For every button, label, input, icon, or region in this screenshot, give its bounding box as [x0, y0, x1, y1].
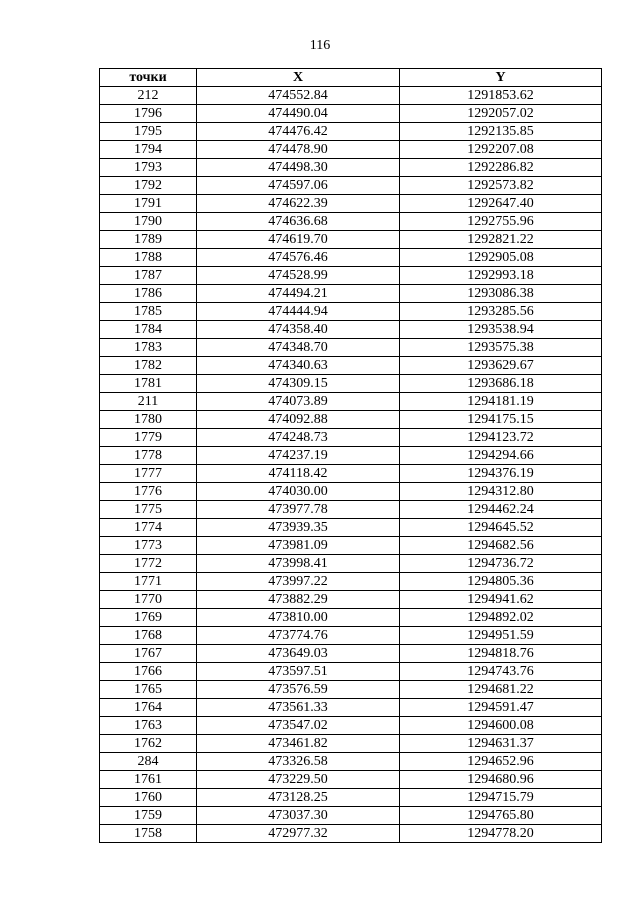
- table-row: [100, 591, 602, 609]
- cell-point: 1763: [100, 717, 197, 735]
- table-row: [100, 645, 602, 663]
- cell-y: 1291853.62: [400, 87, 602, 105]
- cell-x: 473461.82: [197, 735, 400, 753]
- cell-y: 1294736.72: [400, 555, 602, 573]
- cell-point: 1772: [100, 555, 197, 573]
- table-row: [100, 87, 602, 105]
- cell-point: 1780: [100, 411, 197, 429]
- table-row: [100, 357, 602, 375]
- cell-y: 1294680.96: [400, 771, 602, 789]
- table-row: [100, 141, 602, 159]
- column-header-point: точки: [100, 69, 197, 87]
- cell-x: 473977.78: [197, 501, 400, 519]
- cell-point: 1773: [100, 537, 197, 555]
- table-row: [100, 771, 602, 789]
- cell-x: 474030.00: [197, 483, 400, 501]
- cell-point: 1762: [100, 735, 197, 753]
- cell-x: 473576.59: [197, 681, 400, 699]
- cell-point: 1779: [100, 429, 197, 447]
- cell-point: 1789: [100, 231, 197, 249]
- cell-point: 1760: [100, 789, 197, 807]
- cell-y: 1294600.08: [400, 717, 602, 735]
- cell-point: 1775: [100, 501, 197, 519]
- cell-point: 1783: [100, 339, 197, 357]
- cell-x: 473998.41: [197, 555, 400, 573]
- cell-y: 1293629.67: [400, 357, 602, 375]
- table-row: [100, 231, 602, 249]
- cell-y: 1292647.40: [400, 195, 602, 213]
- cell-y: 1294123.72: [400, 429, 602, 447]
- cell-y: 1294941.62: [400, 591, 602, 609]
- cell-x: 473229.50: [197, 771, 400, 789]
- cell-point: 1776: [100, 483, 197, 501]
- table-row: [100, 573, 602, 591]
- cell-point: 1769: [100, 609, 197, 627]
- page-number: 116: [309, 38, 331, 53]
- cell-point: 1771: [100, 573, 197, 591]
- cell-x: 473547.02: [197, 717, 400, 735]
- cell-x: 474358.40: [197, 321, 400, 339]
- cell-x: 473326.58: [197, 753, 400, 771]
- cell-x: 474340.63: [197, 357, 400, 375]
- cell-x: 474597.06: [197, 177, 400, 195]
- table-row: [100, 519, 602, 537]
- table-row: [100, 195, 602, 213]
- cell-point: 1765: [100, 681, 197, 699]
- cell-y: 1292573.82: [400, 177, 602, 195]
- cell-y: 1294462.24: [400, 501, 602, 519]
- cell-x: 474309.15: [197, 375, 400, 393]
- cell-y: 1294631.37: [400, 735, 602, 753]
- cell-y: 1294645.52: [400, 519, 602, 537]
- table-row: [100, 285, 602, 303]
- cell-y: 1294715.79: [400, 789, 602, 807]
- table-row: [100, 627, 602, 645]
- cell-point: 1792: [100, 177, 197, 195]
- cell-y: 1294818.76: [400, 645, 602, 663]
- table-row: [100, 393, 602, 411]
- cell-y: 1292135.85: [400, 123, 602, 141]
- cell-point: 212: [100, 87, 197, 105]
- table-row: [100, 105, 602, 123]
- cell-x: 474118.42: [197, 465, 400, 483]
- cell-x: 473882.29: [197, 591, 400, 609]
- cell-y: 1294376.19: [400, 465, 602, 483]
- cell-y: 1293538.94: [400, 321, 602, 339]
- cell-y: 1292755.96: [400, 213, 602, 231]
- cell-point: 1766: [100, 663, 197, 681]
- cell-point: 1764: [100, 699, 197, 717]
- cell-x: 473774.76: [197, 627, 400, 645]
- cell-x: 474622.39: [197, 195, 400, 213]
- cell-point: 1796: [100, 105, 197, 123]
- cell-y: 1294892.02: [400, 609, 602, 627]
- cell-x: 473997.22: [197, 573, 400, 591]
- table-row: [100, 807, 602, 825]
- table-row: [100, 789, 602, 807]
- cell-y: 1294591.47: [400, 699, 602, 717]
- cell-y: 1294682.56: [400, 537, 602, 555]
- cell-y: 1294175.15: [400, 411, 602, 429]
- cell-point: 1790: [100, 213, 197, 231]
- table-row: [100, 177, 602, 195]
- table-row: [100, 735, 602, 753]
- table-row: [100, 609, 602, 627]
- cell-y: 1292207.08: [400, 141, 602, 159]
- cell-point: 1778: [100, 447, 197, 465]
- cell-point: 1788: [100, 249, 197, 267]
- table-row: [100, 303, 602, 321]
- table-row: [100, 663, 602, 681]
- cell-y: 1292057.02: [400, 105, 602, 123]
- column-header-y: Y: [400, 69, 602, 87]
- table-row: [100, 213, 602, 231]
- cell-y: 1293686.18: [400, 375, 602, 393]
- cell-x: 474494.21: [197, 285, 400, 303]
- cell-y: 1292286.82: [400, 159, 602, 177]
- cell-x: 474348.70: [197, 339, 400, 357]
- cell-x: 473597.51: [197, 663, 400, 681]
- cell-point: 1786: [100, 285, 197, 303]
- cell-y: 1294181.19: [400, 393, 602, 411]
- cell-point: 1782: [100, 357, 197, 375]
- table-row: [100, 825, 602, 843]
- cell-point: 1770: [100, 591, 197, 609]
- cell-point: 1781: [100, 375, 197, 393]
- cell-y: 1294765.80: [400, 807, 602, 825]
- cell-point: 1787: [100, 267, 197, 285]
- cell-y: 1293575.38: [400, 339, 602, 357]
- cell-x: 473810.00: [197, 609, 400, 627]
- cell-y: 1294778.20: [400, 825, 602, 843]
- table-row: [100, 717, 602, 735]
- cell-point: 1794: [100, 141, 197, 159]
- cell-y: 1294951.59: [400, 627, 602, 645]
- cell-point: 1791: [100, 195, 197, 213]
- table-row: [100, 537, 602, 555]
- cell-x: 474528.99: [197, 267, 400, 285]
- cell-y: 1294312.80: [400, 483, 602, 501]
- cell-point: 1785: [100, 303, 197, 321]
- cell-x: 474498.30: [197, 159, 400, 177]
- table-row: [100, 501, 602, 519]
- cell-point: 284: [100, 753, 197, 771]
- cell-x: 473649.03: [197, 645, 400, 663]
- cell-point: 1774: [100, 519, 197, 537]
- cell-point: 1758: [100, 825, 197, 843]
- cell-point: 1795: [100, 123, 197, 141]
- table-row: [100, 267, 602, 285]
- cell-y: 1292905.08: [400, 249, 602, 267]
- cell-x: 474092.88: [197, 411, 400, 429]
- cell-x: 473037.30: [197, 807, 400, 825]
- table-row: [100, 249, 602, 267]
- cell-y: 1293086.38: [400, 285, 602, 303]
- table-header-row: [100, 69, 602, 87]
- table-row: [100, 483, 602, 501]
- cell-x: 474073.89: [197, 393, 400, 411]
- table-row: [100, 699, 602, 717]
- cell-x: 474478.90: [197, 141, 400, 159]
- cell-x: 474576.46: [197, 249, 400, 267]
- table-row: [100, 447, 602, 465]
- cell-point: 1784: [100, 321, 197, 339]
- cell-y: 1294294.66: [400, 447, 602, 465]
- cell-point: 1793: [100, 159, 197, 177]
- cell-y: 1294681.22: [400, 681, 602, 699]
- cell-y: 1294743.76: [400, 663, 602, 681]
- cell-x: 474476.42: [197, 123, 400, 141]
- table-row: [100, 465, 602, 483]
- table-row: [100, 339, 602, 357]
- table-row: [100, 375, 602, 393]
- cell-x: 473561.33: [197, 699, 400, 717]
- table-body: [100, 87, 602, 843]
- table-row: [100, 411, 602, 429]
- cell-point: 1759: [100, 807, 197, 825]
- cell-point: 211: [100, 393, 197, 411]
- cell-y: 1294652.96: [400, 753, 602, 771]
- table-row: [100, 555, 602, 573]
- table-row: [100, 123, 602, 141]
- table-row: [100, 681, 602, 699]
- cell-x: 474444.94: [197, 303, 400, 321]
- cell-x: 474619.70: [197, 231, 400, 249]
- cell-x: 474490.04: [197, 105, 400, 123]
- cell-x: 473128.25: [197, 789, 400, 807]
- coordinates-table: [99, 68, 602, 843]
- table-row: [100, 429, 602, 447]
- cell-x: 472977.32: [197, 825, 400, 843]
- table-row: [100, 321, 602, 339]
- cell-x: 473981.09: [197, 537, 400, 555]
- cell-y: 1293285.56: [400, 303, 602, 321]
- cell-x: 473939.35: [197, 519, 400, 537]
- column-header-x: X: [197, 69, 400, 87]
- cell-point: 1767: [100, 645, 197, 663]
- cell-point: 1761: [100, 771, 197, 789]
- cell-x: 474237.19: [197, 447, 400, 465]
- cell-point: 1777: [100, 465, 197, 483]
- cell-y: 1292821.22: [400, 231, 602, 249]
- table-row: [100, 753, 602, 771]
- cell-y: 1292993.18: [400, 267, 602, 285]
- table-row: [100, 159, 602, 177]
- cell-x: 474636.68: [197, 213, 400, 231]
- cell-y: 1294805.36: [400, 573, 602, 591]
- cell-x: 474552.84: [197, 87, 400, 105]
- cell-point: 1768: [100, 627, 197, 645]
- cell-x: 474248.73: [197, 429, 400, 447]
